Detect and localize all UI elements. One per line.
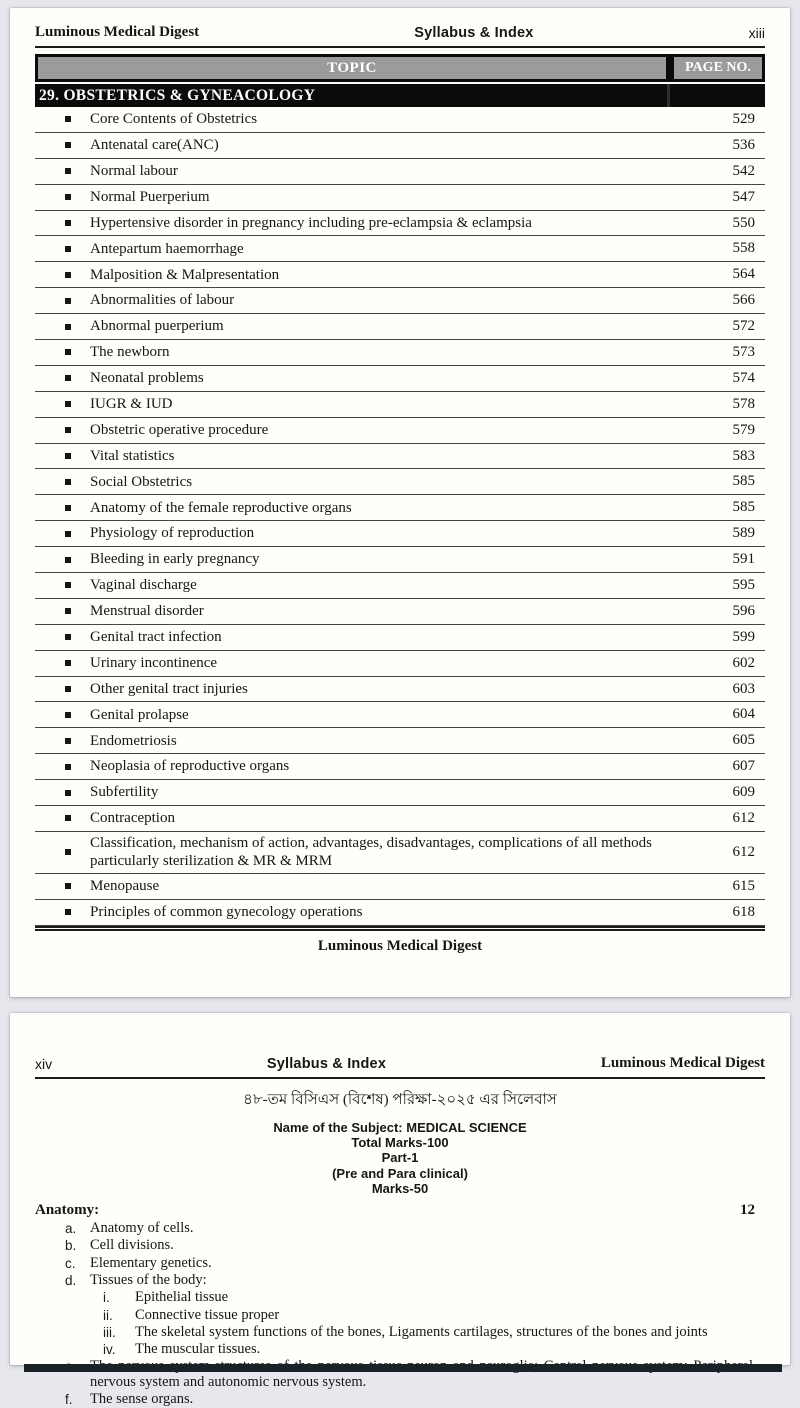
list-item-text: Connective tissue proper (135, 1306, 280, 1323)
chapter-title: 29. OBSTETRICS & GYNEACOLOGY (39, 87, 316, 104)
subject-name-line: Name of the Subject: MEDICAL SCIENCE (273, 1120, 527, 1135)
page1-footer: Luminous Medical Digest (317, 937, 483, 954)
page-number: 550 (732, 214, 755, 231)
list-marker: i. (103, 1290, 110, 1306)
anatomy-heading-row (35, 1202, 765, 1219)
table-row (35, 236, 765, 262)
topic-label: Other genital tract injuries (90, 680, 248, 697)
table-row (35, 521, 765, 547)
page2-header (35, 1055, 765, 1079)
topic-label: Core Contents of Obstetrics (90, 111, 258, 128)
anatomy-marks: 12 (740, 1202, 755, 1219)
list-item-text: The muscular tissues. (135, 1341, 261, 1358)
bullet-icon (65, 375, 71, 381)
list-item (35, 1325, 765, 1341)
page-number: 547 (732, 188, 755, 205)
toc-table-header (35, 54, 765, 82)
page-number: 591 (732, 551, 755, 568)
topic-label: Obstetric operative procedure (90, 421, 269, 438)
list-marker: b. (65, 1238, 77, 1254)
list-item (35, 1221, 765, 1237)
list-item (35, 1342, 765, 1358)
bullet-icon (65, 634, 71, 640)
topic-label: Classification, mechanism of action, advantages, disadvantages, complications of all methods particularly sterilization & MR & MRM (90, 834, 652, 870)
bullet-icon (65, 324, 71, 330)
table-row (35, 728, 765, 754)
topic-label: Principles of common gynecology operations (90, 904, 363, 921)
list-marker: ii. (103, 1307, 113, 1323)
table-row (35, 806, 765, 832)
page-number: 536 (732, 136, 755, 153)
table-row (35, 469, 765, 495)
bullet-icon (65, 298, 71, 304)
subject-block (35, 1120, 765, 1196)
list-item-text: nervous system and autonomic nervous system. (90, 1374, 367, 1391)
topic-column-header: TOPIC (327, 59, 377, 76)
clinical-line: (Pre and Para clinical) (332, 1165, 468, 1181)
topic-label: Genital tract infection (90, 629, 222, 645)
bullet-icon (65, 453, 71, 459)
topic-label: Malposition & Malpresentation (90, 266, 280, 283)
page-number: 579 (732, 421, 755, 438)
topic-label: Neoplasia of reproductive organs (90, 758, 290, 775)
list-item-text: Cell divisions. (90, 1237, 174, 1254)
topic-label: Social Obstetrics (90, 473, 193, 490)
page-number: 615 (732, 877, 755, 894)
header-page-number: xiii (748, 25, 765, 41)
table-row (35, 211, 765, 237)
bullet-icon (65, 660, 71, 666)
table-row (35, 418, 765, 444)
table-row (35, 754, 765, 780)
column-divider (667, 84, 670, 107)
page-number: 585 (732, 499, 755, 516)
page1-header (35, 24, 765, 48)
table-row (35, 185, 765, 211)
bullet-icon (65, 194, 71, 200)
page-number: 558 (732, 240, 755, 257)
table-row (35, 677, 765, 703)
page-number: 609 (732, 784, 755, 801)
bullet-icon (65, 608, 71, 614)
list-item (35, 1290, 765, 1306)
list-marker: iii. (103, 1324, 116, 1340)
topic-label: Abnormal puerperium (90, 318, 224, 335)
page-number: 607 (732, 758, 755, 775)
table-row (35, 314, 765, 340)
table-row (35, 107, 765, 133)
page-number: 589 (732, 525, 755, 542)
table-row (35, 547, 765, 573)
total-marks-line: Total Marks-100 (351, 1135, 449, 1151)
list-marker: a. (65, 1221, 77, 1237)
topic-label: The newborn (90, 344, 170, 361)
bullet-icon (65, 220, 71, 226)
page-number: 573 (732, 343, 755, 360)
chapter-section-bar (35, 84, 765, 107)
page-number: 578 (732, 395, 755, 412)
header-page-number: xiv (35, 1056, 53, 1072)
table-row (35, 340, 765, 366)
bullet-icon (65, 401, 71, 407)
topic-label: Bleeding in early pregnancy (90, 551, 260, 568)
bottom-edge-bar (24, 1364, 782, 1372)
topic-label: IUGR & IUD (90, 395, 173, 412)
topic-label: Urinary incontinence (90, 654, 218, 671)
bullet-icon (65, 479, 71, 485)
page-number: 603 (732, 680, 755, 697)
topic-label: Hypertensive disorder in pregnancy including pre-eclampsia & eclampsia (90, 214, 532, 231)
topic-label: Normal labour (90, 162, 178, 179)
table-row (35, 366, 765, 392)
page-number: 602 (732, 654, 755, 671)
bullet-icon (65, 116, 71, 122)
topic-label: Neonatal problems (90, 370, 204, 387)
column-divider (666, 57, 674, 79)
topic-label: Subfertility (90, 784, 159, 801)
toc-table (35, 54, 765, 931)
list-marker: d. (65, 1272, 77, 1288)
marks-line: Marks-50 (371, 1180, 429, 1196)
page-number: 574 (732, 369, 755, 386)
list-item-text: Tissues of the body: (90, 1271, 207, 1288)
anatomy-outline (35, 1221, 765, 1408)
bullet-icon (65, 790, 71, 796)
list-item (35, 1256, 765, 1272)
bullet-icon (65, 531, 71, 537)
topic-label: Contraception (90, 810, 175, 827)
table-row (35, 651, 765, 677)
topic-label: Vaginal discharge (90, 577, 197, 594)
list-marker: f. (65, 1392, 73, 1408)
table-row (35, 159, 765, 185)
table-row (35, 780, 765, 806)
bullet-icon (65, 849, 71, 855)
bullet-icon (65, 246, 71, 252)
table-row (35, 874, 765, 900)
list-item (35, 1238, 765, 1254)
table-row (35, 495, 765, 521)
bullet-icon (65, 909, 71, 915)
table-row (35, 832, 765, 874)
topic-label: Genital prolapse (90, 706, 189, 723)
list-item-text: Epithelial tissue (135, 1289, 229, 1306)
anatomy-heading: Anatomy: (35, 1202, 100, 1219)
bullet-icon (65, 764, 71, 770)
list-marker: iv. (103, 1342, 116, 1358)
part-line: Part-1 (381, 1150, 419, 1166)
bullet-icon (65, 349, 71, 355)
bullet-icon (65, 883, 71, 889)
topic-label: Vital statistics (90, 447, 175, 464)
list-item (35, 1273, 765, 1289)
table-row (35, 133, 765, 159)
page-number: 618 (732, 903, 755, 920)
table-row (35, 573, 765, 599)
list-item (35, 1308, 765, 1324)
screenshot-background (0, 8, 800, 1408)
list-marker: c. (65, 1255, 76, 1271)
bullet-icon (65, 712, 71, 718)
page-number: 595 (732, 576, 755, 593)
topic-label: Menopause (90, 878, 160, 895)
table-row (35, 702, 765, 728)
table-row (35, 288, 765, 314)
page-number: 572 (732, 318, 755, 335)
bullet-icon (65, 505, 71, 511)
page-number: 566 (732, 292, 755, 309)
topic-label: Abnormalities of labour (90, 292, 235, 309)
page-number: 583 (732, 447, 755, 464)
page-xiii (10, 8, 790, 997)
list-item-text: Elementary genetics. (90, 1254, 212, 1271)
page-number: 612 (732, 843, 755, 860)
header-section-title: Syllabus & Index (414, 25, 534, 41)
page-number: 605 (732, 732, 755, 749)
bullet-icon (65, 142, 71, 148)
topic-label: Physiology of reproduction (90, 525, 255, 542)
bullet-icon (65, 168, 71, 174)
table-row (35, 444, 765, 470)
bullet-icon (65, 427, 71, 433)
bullet-icon (65, 815, 71, 821)
list-item-text: Anatomy of cells. (90, 1220, 194, 1237)
topic-label: Menstrual disorder (90, 603, 204, 620)
table-row (35, 900, 765, 926)
page-number: 542 (732, 162, 755, 179)
bullet-icon (65, 272, 71, 278)
page-number: 596 (732, 602, 755, 619)
page-number: 612 (732, 809, 755, 826)
list-item-text: The skeletal system functions of the bones, Ligaments cartilages, structures of the bones and joints (135, 1323, 708, 1340)
topic-label: Endometriosis (90, 732, 177, 749)
bullet-icon (65, 582, 71, 588)
list-item-text: The sense organs. (90, 1391, 194, 1408)
page-number: 529 (732, 110, 755, 127)
page-number: 564 (732, 266, 755, 283)
topic-label: Normal Puerperium (90, 188, 210, 205)
table-row (35, 392, 765, 418)
bullet-icon (65, 738, 71, 744)
page-number: 585 (732, 473, 755, 490)
page-number: 599 (732, 628, 755, 645)
bcs-exam-bengali-title: ৪৮-তম বিসিএস (বিশেষ) পরিক্ষা-২০২৫ এর সিলেবাস (243, 1092, 557, 1108)
header-book-title: Luminous Medical Digest (35, 24, 200, 40)
header-section-title: Syllabus & Index (266, 1056, 387, 1072)
pageno-column-header: PAGE NO. (685, 60, 751, 75)
page-xiv (10, 1013, 790, 1408)
table-row (35, 262, 765, 288)
toc-rows (35, 107, 765, 931)
table-row (35, 599, 765, 625)
table-row (35, 625, 765, 651)
header-book-title: Luminous Medical Digest (600, 1055, 765, 1071)
list-item (35, 1392, 765, 1408)
bullet-icon (65, 557, 71, 563)
topic-label: Anatomy of the female reproductive organs (90, 499, 352, 516)
topic-label: Antepartum haemorrhage (90, 240, 244, 257)
page-number: 604 (732, 706, 755, 723)
topic-label: Antenatal care(ANC) (90, 137, 219, 154)
bullet-icon (65, 686, 71, 692)
